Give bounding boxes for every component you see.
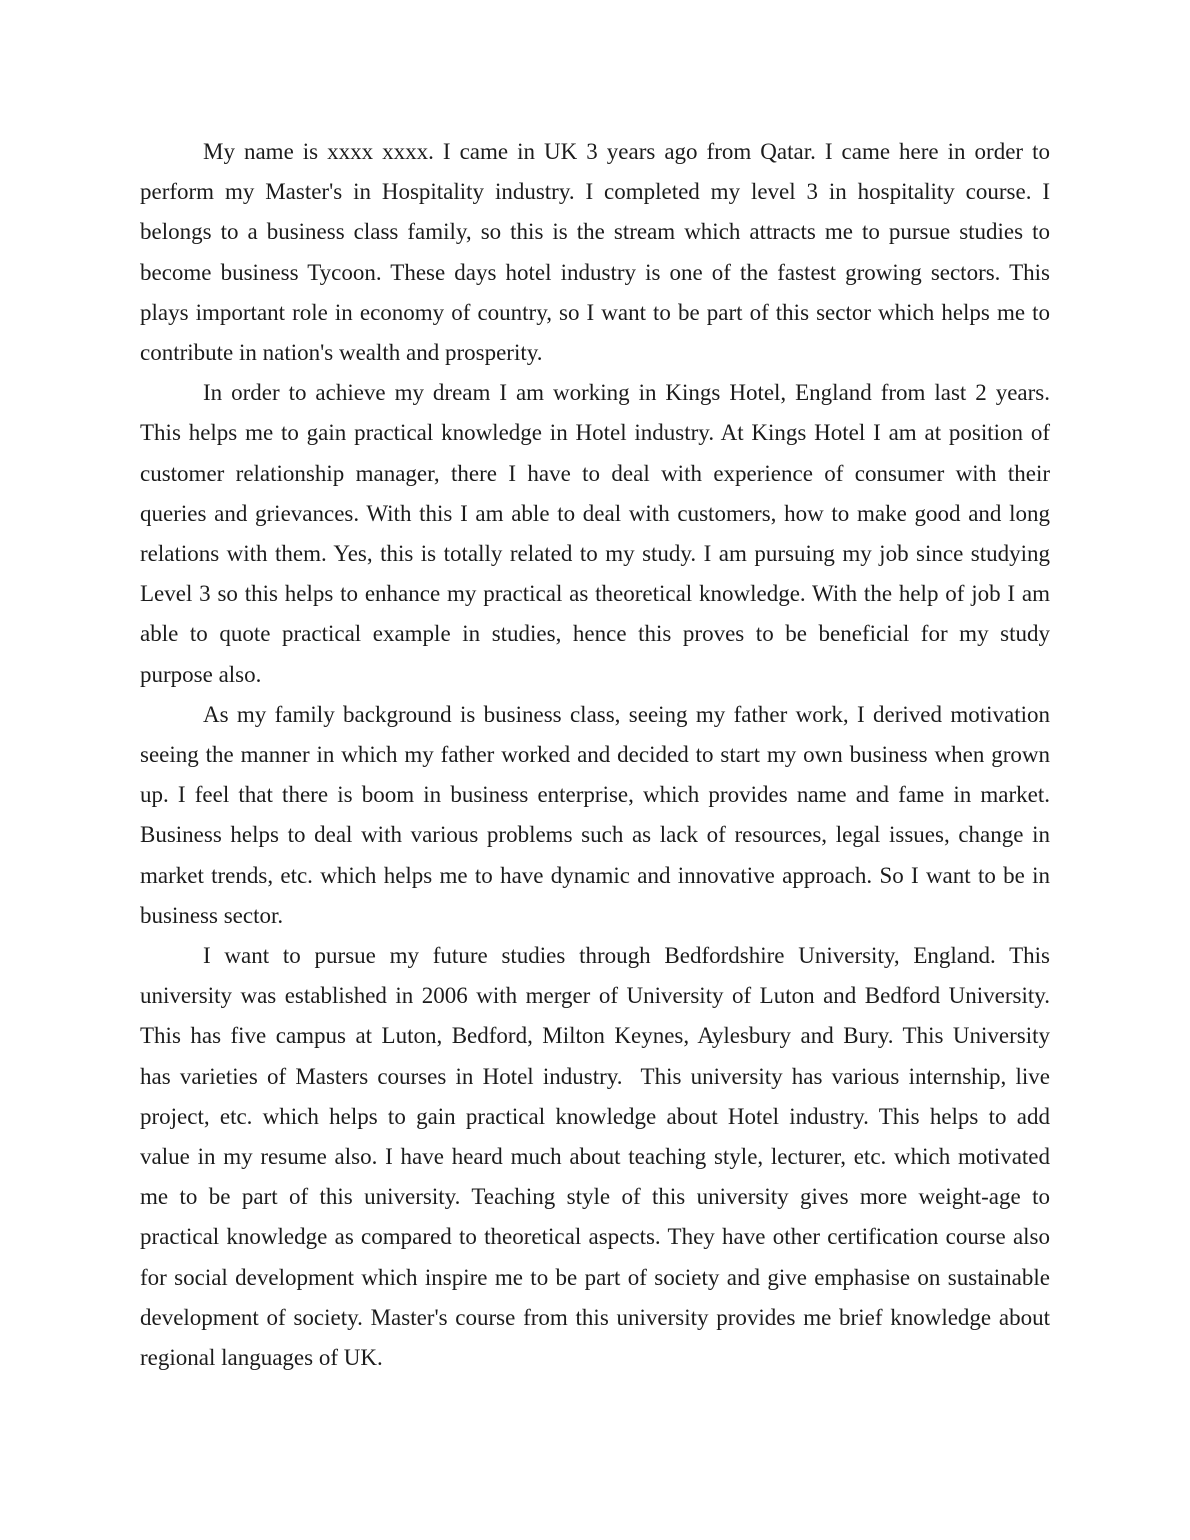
text-line: seeing the manner in which my father worked and decided to start my own business when grown (140, 742, 1050, 768)
text-line: regional languages of UK. (140, 1345, 383, 1371)
text-line: perform my Master's in Hospitality industry. I completed my level 3 in hospitality course. I (140, 179, 1050, 205)
paragraph (140, 936, 1050, 1378)
text-line: practical knowledge as compared to theoretical aspects. They have other certification course also (140, 1224, 1050, 1250)
text-line: has varieties of Masters courses in Hotel industry. This university has various internship, live (140, 1063, 1050, 1089)
text-line: My name is xxxx xxxx. I came in UK 3 years ago from Qatar. I came here in order to (203, 139, 1050, 164)
text-line: belongs to a business class family, so this is the stream which attracts me to pursue studies to (140, 219, 1050, 245)
text-line: queries and grievances. With this I am able to deal with customers, how to make good and long (140, 500, 1050, 526)
text-line: purpose also. (140, 661, 262, 687)
text-line: customer relationship manager, there I have to deal with experience of consumer with their (140, 460, 1050, 486)
text-line: In order to achieve my dream I am working in Kings Hotel, England from last 2 years. (203, 380, 1050, 406)
text-line: me to be part of this university. Teaching style of this university gives more weight-age to (140, 1184, 1050, 1210)
text-line: As my family background is business class, seeing my father work, I derived motivation (203, 701, 1050, 727)
text-line: market trends, etc. which helps me to have dynamic and innovative approach. So I want to be in (140, 862, 1050, 888)
text-line: become business Tycoon. These days hotel industry is one of the fastest growing sectors. This (140, 259, 1050, 285)
paragraph (140, 695, 1050, 936)
text-line: for social development which inspire me to be part of society and give emphasise on sustainable (140, 1264, 1050, 1290)
text-line: plays important role in economy of country, so I want to be part of this sector which helps me to (140, 299, 1050, 325)
text-line: This has five campus at Luton, Bedford, Milton Keynes, Aylesbury and Bury. This University (140, 1023, 1050, 1049)
text-line: I want to pursue my future studies through Bedfordshire University, England. This (203, 943, 1050, 969)
text-line: contribute in nation's wealth and prosperity. (140, 340, 543, 366)
paragraph (140, 373, 1050, 695)
text-line: Business helps to deal with various problems such as lack of resources, legal issues, change in (140, 822, 1050, 848)
text-line: project, etc. which helps to gain practical knowledge about Hotel industry. This helps to add (140, 1103, 1050, 1129)
text-line: business sector. (140, 902, 284, 928)
text-line: development of society. Master's course from this university provides me brief knowledge about (140, 1304, 1050, 1330)
text-line: up. I feel that there is boom in business enterprise, which provides name and fame in market. (140, 782, 1050, 808)
paragraph (140, 132, 1050, 373)
text-line: relations with them. Yes, this is totally related to my study. I am pursuing my job since studying (140, 541, 1050, 567)
text-line: able to quote practical example in studies, hence this proves to be beneficial for my study (140, 621, 1050, 647)
text-line: university was established in 2006 with merger of University of Luton and Bedford University. (140, 983, 1050, 1009)
text-line: Level 3 so this helps to enhance my practical as theoretical knowledge. With the help of job I am (140, 581, 1050, 607)
text-line: This helps me to gain practical knowledge in Hotel industry. At Kings Hotel I am at position of (140, 420, 1050, 446)
document-content (140, 132, 1050, 1378)
text-line: value in my resume also. I have heard much about teaching style, lecturer, etc. which motivated (140, 1144, 1050, 1170)
